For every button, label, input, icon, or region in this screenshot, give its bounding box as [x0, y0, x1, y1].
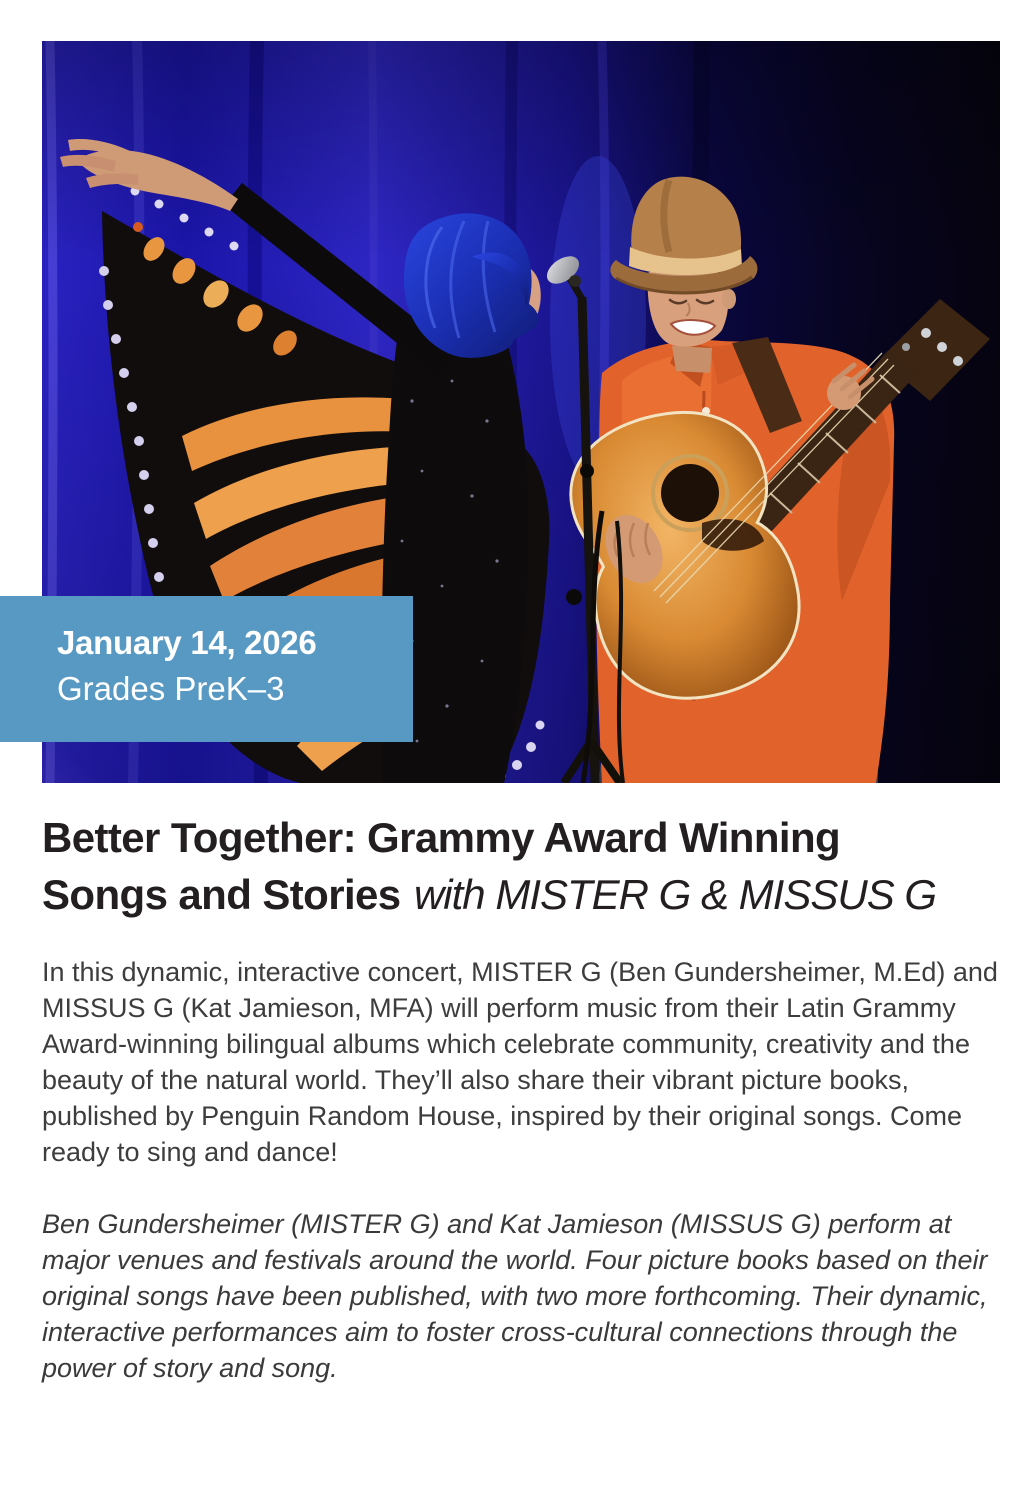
event-title-line1: Better Together: Grammy Award Winning: [42, 814, 841, 861]
performer-bio: Ben Gundersheimer (MISTER G) and Kat Jamieson (MISSUS G) perform at major venues and festivals around the world. Four picture books based on their original songs have been published, with two more forthcoming. Their dynamic, interactive performances aim to foster cross-cultural connections through the power of story and song.: [42, 1209, 988, 1383]
event-date: January 14, 2026: [57, 624, 317, 661]
event-title: [42, 809, 998, 923]
event-title-line2-bold: Songs and Stories: [42, 871, 401, 918]
event-grades: Grades PreK–3: [57, 670, 285, 707]
event-title-performers: with MISTER G & MISSUS G: [413, 871, 937, 918]
event-badge: [0, 596, 413, 742]
event-description: In this dynamic, interactive concert, MISTER G (Ben Gundersheimer, M.Ed) and MISSUS G (Kat Jamieson, MFA) will perform music from their Latin Grammy Award-winning bilingual albums which celebrate community, creativity and the beauty of the natural world. They’ll also share their vibrant picture books, published by Penguin Random House, inspired by their original songs. Come ready to sing and dance!: [42, 957, 998, 1167]
event-title-line2: [42, 866, 998, 923]
